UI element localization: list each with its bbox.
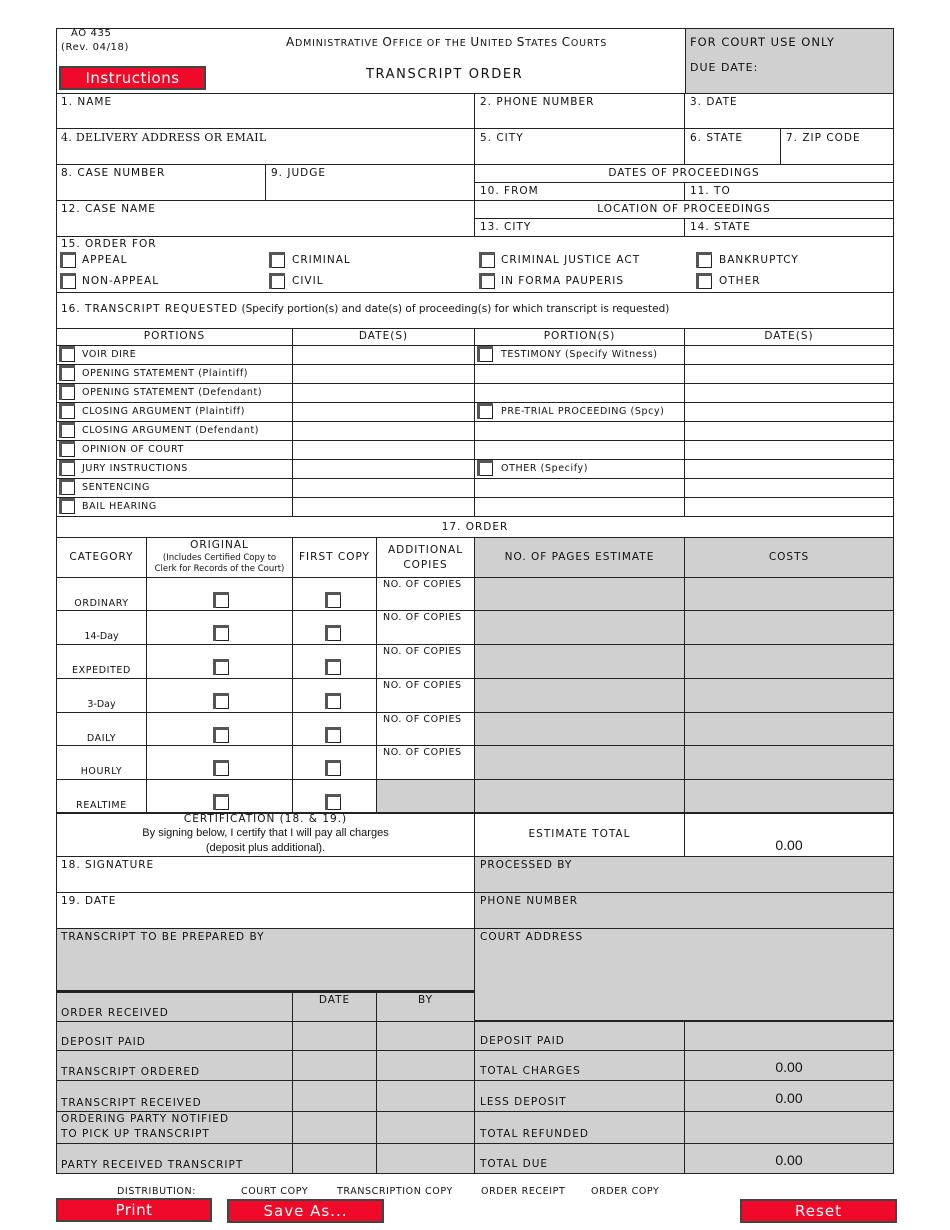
tracking-right-value: 0.00 [775,1059,803,1075]
criminal-checkbox[interactable] [271,254,285,268]
portion2-date-field[interactable] [684,402,894,422]
ifp-checkbox[interactable] [481,275,495,289]
order-category-label: 3-Day [87,699,116,710]
portion-checkbox[interactable] [61,443,75,457]
order-costs-cell [684,745,894,780]
tracking-date-cell [292,1111,377,1144]
portion-checkbox[interactable] [61,481,75,495]
portions2-col-label: PORTION(S) [543,330,616,342]
office-name: ADMINISTRATIVE OFFICE OF THE UNITED STATES COURTS [286,35,608,49]
case-name-label: 12. CASE NAME [61,203,156,215]
no-of-copies-label: NO. OF COPIES [383,747,462,758]
date-19-field[interactable] [56,892,475,929]
processed-by-label: PROCESSED BY [480,859,573,871]
no-of-copies-label: NO. OF COPIES [383,579,462,590]
order-costs-cell [684,678,894,713]
portion2-row [474,421,685,441]
tracking-right-label: DEPOSIT PAID [480,1035,565,1047]
original-checkbox[interactable] [215,762,229,776]
save-as-button[interactable]: Save As... [227,1199,384,1223]
tracking-by-cell [376,1021,475,1051]
other-checkbox[interactable] [698,275,712,289]
tracking-date-cell [292,1021,377,1051]
order-category-label: ORDINARY [74,598,129,609]
ifp-label: IN FORMA PAUPERIS [501,275,625,287]
order-category-label: 14-Day [84,631,119,642]
location-of-proceedings-label: LOCATION OF PROCEEDINGS [597,203,771,215]
tracking-date-cell [292,1050,377,1081]
order-pages-cell [474,745,685,780]
category-col-label: CATEGORY [69,551,134,563]
order-costs-cell [684,779,894,814]
judge-label: 9. JUDGE [271,167,326,179]
original-checkbox[interactable] [215,695,229,709]
order-category-label: EXPEDITED [72,665,131,676]
portion-checkbox[interactable] [61,386,75,400]
portion2-checkbox[interactable] [479,348,493,362]
portion-date-field[interactable] [292,364,475,384]
portion-date-field[interactable] [292,383,475,403]
costs-col-label: COSTS [768,551,810,563]
civil-checkbox[interactable] [271,275,285,289]
first-copy-checkbox[interactable] [327,695,341,709]
zip-label: 7. ZIP CODE [786,132,861,144]
additional-col-label-2: COPIES [403,559,448,571]
from-label: 10. FROM [480,185,539,197]
city-label: 5. CITY [480,132,524,144]
notified-label-1: ORDERING PARTY NOTIFIED [61,1113,230,1125]
tracking-left-label: ORDER RECEIVED [61,1007,169,1019]
portion2-date-field[interactable] [684,383,894,403]
order-costs-cell [684,610,894,645]
original-col-label: ORIGINAL [190,539,249,551]
order-costs-cell [684,712,894,746]
order-pages-cell [474,644,685,679]
page-title: TRANSCRIPT ORDER [366,67,524,82]
portion-label: OPINION OF COURT [82,444,184,455]
delivery-label: 4. DELIVERY ADDRESS OR EMAIL [61,131,267,144]
tracking-left-label: TRANSCRIPT ORDERED [61,1066,201,1078]
first-copy-checkbox[interactable] [327,729,341,743]
tracking-by-cell [376,1080,475,1112]
first-copy-checkbox[interactable] [327,796,341,810]
appeal-checkbox[interactable] [62,254,76,268]
transcription-copy-label: TRANSCRIPTION COPY [337,1186,453,1197]
form-rev: (Rev. 04/18) [61,42,129,53]
order-pages-cell [474,712,685,746]
phone-label: 2. PHONE NUMBER [480,96,595,108]
bankruptcy-checkbox[interactable] [698,254,712,268]
portion2-checkbox[interactable] [479,462,493,476]
additional-col-label-1: ADDITIONAL [387,544,464,556]
portion2-row [474,383,685,403]
order-category-label: HOURLY [80,766,123,777]
tracking-right-label: TOTAL DUE [480,1158,549,1170]
portion-checkbox[interactable] [61,367,75,381]
original-checkbox[interactable] [215,661,229,675]
portion-date-field[interactable] [292,440,475,460]
first-copy-checkbox[interactable] [327,762,341,776]
date-label: 3. DATE [690,96,738,108]
order-category-label: DAILY [86,733,117,744]
certification-line1: By signing below, I certify that I will pay all charges [142,827,389,839]
portion-checkbox[interactable] [61,348,75,362]
reset-button[interactable]: Reset [740,1199,897,1223]
order-pages-cell [474,577,685,611]
portion2-label: PRE-TRIAL PROCEEDING (Spcy) [501,406,665,417]
original-col-note: (Includes Certified Copy to Clerk for Records of the Court) [154,553,285,574]
tracking-right-label: TOTAL REFUNDED [480,1128,589,1140]
tracking-by-cell [376,1050,475,1081]
original-checkbox[interactable] [215,627,229,641]
portion2-date-field[interactable] [684,459,894,479]
order-pages-cell [474,779,685,814]
portion2-date-field[interactable] [684,345,894,365]
tracking-left-label: TRANSCRIPT RECEIVED [61,1097,202,1109]
portion-date-field[interactable] [292,459,475,479]
tracking-by-col: BY [417,994,434,1006]
court-address-label: COURT ADDRESS [480,931,584,943]
civil-label: CIVIL [292,275,324,287]
portion2-date-field[interactable] [684,478,894,498]
state-label: 6. STATE [690,132,744,144]
first-copy-col-label: FIRST COPY [299,551,370,563]
order-title: 17. ORDER [441,521,509,533]
portion2-date-field[interactable] [684,421,894,441]
portion-label: BAIL HEARING [82,501,157,512]
portion-date-field[interactable] [292,421,475,441]
portion-label: JURY INSTRUCTIONS [82,463,188,474]
portion2-label: OTHER (Specify) [501,463,589,474]
portion-label: OPENING STATEMENT (Plaintiff) [82,368,249,379]
order-pages-cell [474,610,685,645]
order-copy-label: ORDER COPY [591,1186,660,1197]
order-costs-cell [684,644,894,679]
tracking-right-label: LESS DEPOSIT [480,1096,567,1108]
order-for-label: 15. ORDER FOR [61,238,157,250]
portion2-row [474,440,685,460]
court-use-label: FOR COURT USE ONLY [690,35,835,49]
portion2-row [474,497,685,517]
tracking-divider [56,990,475,993]
portion2-label: TESTIMONY (Specify Witness) [501,349,658,360]
portion-checkbox[interactable] [61,424,75,438]
instructions-button[interactable]: Instructions [59,66,206,90]
portion2-row [474,364,685,384]
tracking-by-cell [376,1111,475,1144]
portion-date-field[interactable] [292,345,475,365]
order-additional-cell [376,779,475,814]
bankruptcy-label: BANKRUPTCY [719,254,799,266]
no-of-copies-label: NO. OF COPIES [383,646,462,657]
criminal-label: CRIMINAL [292,254,351,266]
tracking-right-value-cell [684,1021,894,1051]
tracking-right-value: 0.00 [775,1090,803,1106]
non-appeal-label: NON-APPEAL [82,275,160,287]
first-copy-checkbox[interactable] [327,594,341,608]
no-of-copies-label: NO. OF COPIES [383,714,462,725]
no-of-copies-label: NO. OF COPIES [383,680,462,691]
portions-col-label: PORTIONS [143,330,206,342]
name-field[interactable] [56,93,475,129]
order-receipt-label: ORDER RECEIPT [481,1186,566,1197]
pages-col-label: NO. OF PAGES ESTIMATE [504,551,655,563]
portion-label: OPENING STATEMENT (Defendant) [82,387,263,398]
transcript-requested-label: 16. TRANSCRIPT REQUESTED (Specify portion(s) and date(s) of proceeding(s) for which transcript is requested) [61,303,670,315]
portion-date-field[interactable] [292,478,475,498]
due-date-label: DUE DATE: [690,61,759,74]
original-checkbox[interactable] [215,796,229,810]
cja-label: CRIMINAL JUSTICE ACT [501,254,641,266]
non-appeal-checkbox[interactable] [62,275,76,289]
to-label: 11. TO [690,185,731,197]
signature-label: 18. SIGNATURE [61,859,155,871]
portion-checkbox[interactable] [61,405,75,419]
no-of-copies-label: NO. OF COPIES [383,612,462,623]
portion-date-field[interactable] [292,402,475,422]
dates-of-proceedings-label: DATES OF PROCEEDINGS [608,167,760,179]
prepared-by-label: TRANSCRIPT TO BE PREPARED BY [61,931,265,943]
certification-title: CERTIFICATION (18. & 19.) [183,813,348,825]
portion-date-field[interactable] [292,497,475,517]
first-copy-checkbox[interactable] [327,627,341,641]
estimate-total-label: ESTIMATE TOTAL [528,828,631,840]
estimate-total-value: 0.00 [775,837,803,853]
order-costs-cell [684,577,894,611]
print-button[interactable]: Print [56,1198,212,1222]
loc-state-label: 14. STATE [690,221,751,233]
portion-checkbox[interactable] [61,500,75,514]
original-checkbox[interactable] [215,594,229,608]
dates-col-label: DATE(S) [358,330,409,342]
date-19-label: 19. DATE [61,895,117,907]
order-category-label: REALTIME [76,800,127,811]
tracking-by-cell [376,1143,475,1174]
distribution-label: DISTRIBUTION: [117,1186,197,1197]
portion-label: CLOSING ARGUMENT (Plaintiff) [82,406,246,417]
original-checkbox[interactable] [215,729,229,743]
portion-label: VOIR DIRE [82,349,137,360]
appeal-label: APPEAL [82,254,128,266]
portion2-row [474,478,685,498]
other-label: OTHER [719,275,761,287]
loc-city-label: 13. CITY [480,221,532,233]
portion-label: CLOSING ARGUMENT (Defendant) [82,425,260,436]
portion-checkbox[interactable] [61,462,75,476]
phone-number-label: PHONE NUMBER [480,895,579,907]
portion2-checkbox[interactable] [479,405,493,419]
tracking-date-cell [292,1080,377,1112]
portion2-date-field[interactable] [684,497,894,517]
form-id: AO 435 [71,28,112,39]
name-label: 1. NAME [61,96,113,108]
tracking-right-label: TOTAL CHARGES [480,1065,581,1077]
tracking-date-cell [292,1143,377,1174]
tracking-date-col: DATE [318,994,351,1006]
portion-label: SENTENCING [82,482,150,493]
court-copy-label: COURT COPY [241,1186,309,1197]
cja-checkbox[interactable] [481,254,495,268]
case-number-label: 8. CASE NUMBER [61,167,166,179]
tracking-right-value-cell [684,1111,894,1144]
tracking-left-label: DEPOSIT PAID [61,1036,146,1048]
tracking-right-value: 0.00 [775,1152,803,1168]
order-pages-cell [474,678,685,713]
portion2-date-field[interactable] [684,440,894,460]
certification-line2: (deposit plus additional). [205,842,326,854]
notified-label-2: TO PICK UP TRANSCRIPT [61,1128,210,1140]
tracking-left-label: PARTY RECEIVED TRANSCRIPT [61,1159,244,1171]
portion2-date-field[interactable] [684,364,894,384]
first-copy-checkbox[interactable] [327,661,341,675]
dates2-col-label: DATE(S) [764,330,814,342]
